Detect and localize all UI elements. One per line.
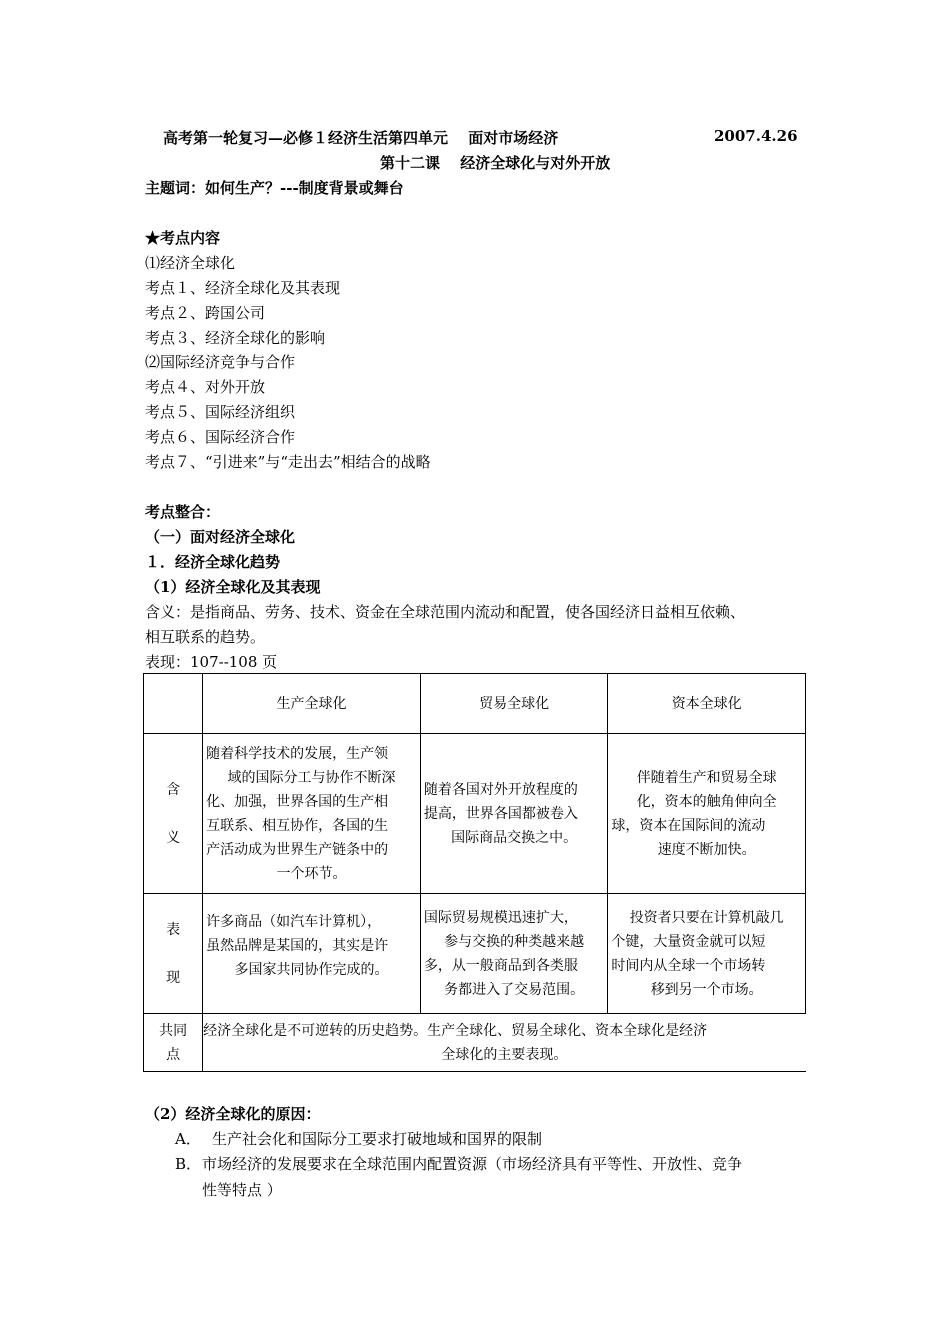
cell-line: 虽然品牌是某国的，其实是许	[206, 938, 389, 954]
kaodian-item: 考点４、对外开放	[145, 378, 266, 396]
row-label	[144, 894, 203, 1014]
kaodian-item: ⑴经济全球化	[145, 254, 236, 272]
cell-line: 提高，世界各国都被卷入	[423, 805, 578, 822]
cell-line: 移到另一个市场。	[650, 981, 763, 998]
reason-text: 生产社会化和国际分工要求打破地域和国界的限制	[212, 1130, 543, 1148]
globalization-table	[143, 673, 806, 1072]
kaodian-item: 考点６、国际经济合作	[145, 428, 296, 446]
cell-line: 多，从一般商品到各类服	[423, 957, 578, 974]
theme-line: 主题词：如何生产？---制度背景或舞台	[145, 179, 404, 197]
reason-label: B．	[175, 1155, 202, 1173]
kaodian-item: 考点２、跨国公司	[145, 304, 266, 322]
reason-text: 性等特点 ）	[202, 1181, 282, 1199]
biaoxian-text: 表现：107--108 页	[145, 653, 278, 671]
cell-line: 域的国际分工与协作不断深	[227, 769, 396, 786]
cell-line: 化，资本的触角伸向全	[636, 793, 777, 810]
cell-line: 投资者只要在计算机敲几	[629, 909, 784, 926]
kaodian-item: 考点３、经济全球化的影响	[145, 329, 326, 347]
table-cell	[203, 734, 421, 894]
table-header-row	[144, 674, 806, 734]
kaodian-item: 考点７、“引进来”与“走出去”相结合的战略	[145, 453, 431, 471]
cell-line: 随着科学技术的发展，生产领	[206, 745, 389, 762]
cell-line: 时间内从全球一个市场转	[611, 957, 766, 974]
kaodian-item: 考点５、国际经济组织	[145, 403, 296, 421]
row-label-char: 表	[166, 921, 181, 938]
table-corner-cell	[144, 674, 203, 734]
table-header-cell: 生产全球化	[203, 674, 421, 734]
table-row	[144, 734, 806, 894]
subsection-heading: （1）经济全球化及其表现	[145, 578, 321, 596]
table-cell	[420, 894, 608, 1014]
cell-line: 随着各国对外开放程度的	[423, 781, 578, 798]
doc-date: 2007.4.26	[714, 127, 798, 145]
row-label-char: 义	[166, 829, 181, 846]
kaodian-heading: ★考点内容	[145, 229, 221, 247]
table-cell	[608, 734, 806, 894]
cell-line: 化、加强，世界各国的生产相	[206, 793, 389, 810]
table-cell	[203, 1014, 806, 1072]
cell-line: 务都进入了交易范围。	[444, 981, 585, 998]
kaodian-item: 考点１、经济全球化及其表现	[145, 279, 341, 297]
cell-line: 伴随着生产和贸易全球	[636, 769, 777, 786]
doc-title: 高考第一轮复习—必修１经济生活第四单元 面对市场经济	[163, 129, 559, 147]
section-heading: （一）面对经济全球化	[145, 528, 296, 546]
cell-line: 个键，大量资金就可以短	[611, 933, 766, 950]
cell-line: 国际商品交换之中。	[451, 829, 578, 846]
subsection-heading: １．经济全球化趋势	[145, 553, 281, 571]
reason-label: A．	[175, 1130, 201, 1148]
row-label	[144, 734, 203, 894]
cell-line: 参与交换的种类越来越	[444, 933, 585, 950]
cell-line: 国际贸易规模迅速扩大，	[423, 909, 578, 926]
cell-line: 互联系、相互协作，各国的生	[206, 817, 389, 834]
zhenghe-heading: 考点整合：	[145, 503, 221, 521]
kaodian-item: ⑵国际经济竞争与合作	[145, 353, 296, 371]
lesson-title: 第十二课 经济全球化与对外开放	[380, 154, 611, 172]
table-cell	[420, 734, 608, 894]
row-label	[144, 1014, 203, 1072]
cell-line: 球，资本在国际间的流动	[611, 817, 766, 834]
cell-line: 速度不断加快。	[657, 841, 756, 858]
table-header-cell: 贸易全球化	[420, 674, 608, 734]
cell-line: 一个环节。	[276, 865, 347, 882]
cell-line: 产活动成为世界生产链条中的	[206, 841, 389, 858]
definition-text: 含义：是指商品、劳务、技术、资金在全球范围内流动和配置，使各国经济日益相互依赖、	[145, 603, 746, 621]
row-label-char: 点	[166, 1046, 181, 1063]
table-header-cell: 资本全球化	[608, 674, 806, 734]
definition-text: 相互联系的趋势。	[145, 628, 266, 646]
cell-line: 全球化的主要表现。	[441, 1046, 568, 1063]
reasons-heading: （2）经济全球化的原因：	[145, 1105, 321, 1123]
reason-text: 市场经济的发展要求在全球范围内配置资源（市场经济具有平等性、开放性、竞争	[202, 1155, 743, 1173]
table-cell	[203, 894, 421, 1014]
table-cell	[608, 894, 806, 1014]
row-label-char: 含	[166, 781, 181, 798]
cell-line: 经济全球化是不可逆转的历史趋势。生产全球化、贸易全球化、资本全球化是经济	[203, 1022, 708, 1039]
row-label-char: 现	[166, 969, 181, 986]
row-label-char: 共同	[159, 1022, 188, 1039]
table-row	[144, 894, 806, 1014]
cell-line: 多国家共同协作完成的。	[234, 962, 389, 978]
table-row	[144, 1014, 806, 1072]
cell-line: 许多商品（如汽车计算机），	[206, 914, 382, 930]
